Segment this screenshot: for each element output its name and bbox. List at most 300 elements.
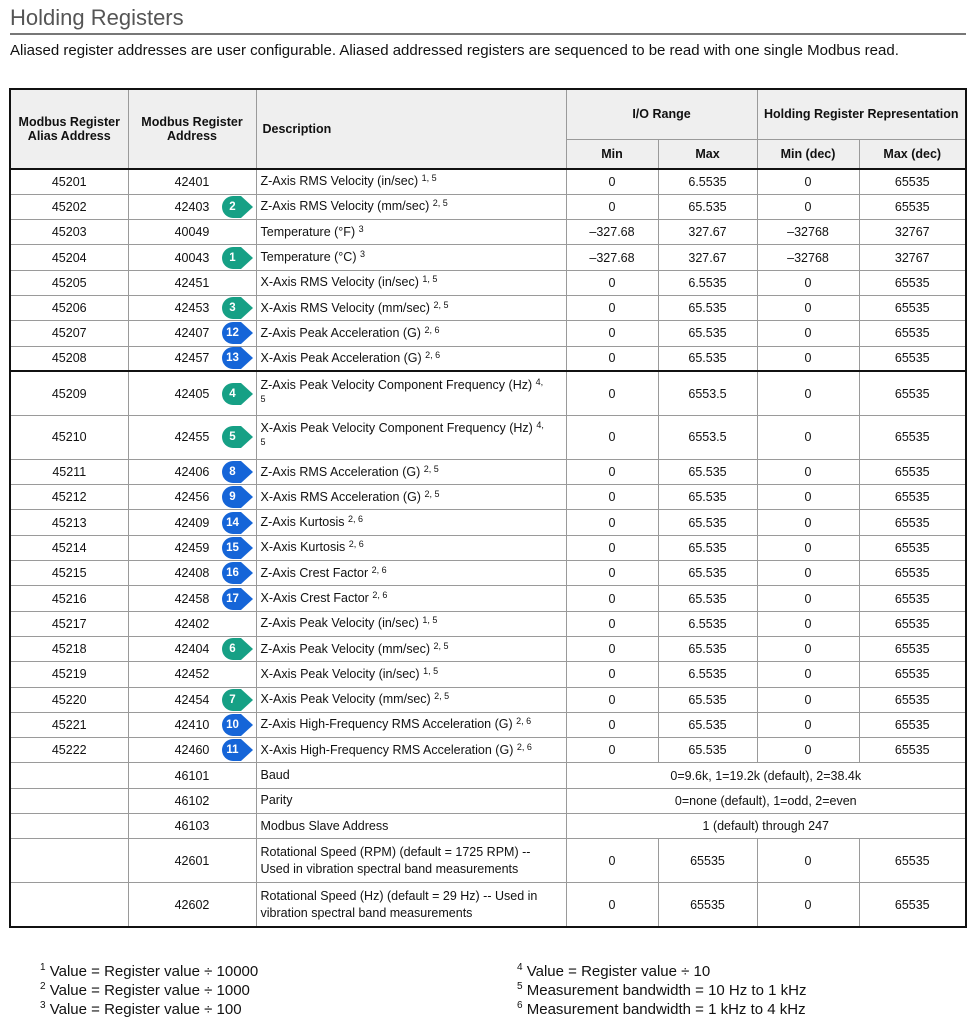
description-cell	[226, 346, 566, 371]
register-address-cell: 42456	[128, 485, 256, 510]
alias-address-cell	[10, 883, 128, 927]
holding-min-cell: 0	[757, 321, 859, 346]
holding-min-cell: –32768	[757, 220, 859, 245]
description-text: X-Axis RMS Velocity (mm/sec) $^{2, 5}$	[260, 299, 449, 315]
header-register-address: Modbus Register Address	[128, 89, 256, 169]
description-text: Rotational Speed (RPM) (default = 1725 RPM) -- Used in vibration spectral band measurements	[260, 844, 531, 876]
table-row	[10, 346, 966, 371]
holding-max-cell: 65535	[859, 415, 966, 459]
alias-address-cell: 45210	[10, 415, 128, 459]
register-address-cell: 42454	[128, 687, 256, 712]
register-address-cell: 42409	[128, 510, 256, 535]
description-text: X-Axis High-Frequency RMS Acceleration (G) $^{2, 6}$	[260, 741, 532, 757]
alias-address-cell: 45221	[10, 712, 128, 737]
table-row	[10, 687, 966, 712]
table-row	[10, 415, 966, 459]
alias-address-cell: 45219	[10, 662, 128, 687]
io-min-cell: –327.68	[566, 245, 658, 270]
register-address-cell: 42410	[128, 712, 256, 737]
footnote-ref: 2, 5	[423, 463, 439, 474]
description-text: X-Axis Peak Acceleration (G) $^{2, 6}$	[260, 349, 441, 365]
io-max-cell: 65.535	[658, 738, 757, 763]
footnote: $^6$ Measurement bandwidth = 1 kHz to 4 kHz	[517, 1000, 806, 1018]
io-max-cell: 6553.5	[658, 371, 757, 415]
description-cell	[226, 321, 566, 346]
io-max-cell: 327.67	[658, 220, 757, 245]
description-cell	[256, 220, 566, 245]
alias-address-cell	[10, 814, 128, 839]
table-row	[10, 270, 966, 295]
range-span-cell: 1 (default) through 247	[566, 814, 966, 839]
io-min-cell: 0	[566, 611, 658, 636]
table-row	[10, 220, 966, 245]
register-address-cell: 46101	[128, 763, 256, 788]
register-address-cell: 42401	[128, 169, 256, 194]
footnote-ref: 5	[260, 393, 266, 404]
io-max-cell: 65.535	[658, 295, 757, 320]
footnote-ref: 3	[358, 223, 364, 234]
holding-min-cell: 0	[757, 459, 859, 484]
io-max-cell: 65.535	[658, 510, 757, 535]
io-min-cell: 0	[566, 346, 658, 371]
table-body	[10, 169, 966, 927]
register-address-cell: 42404	[128, 636, 256, 661]
holding-min-cell: 0	[757, 371, 859, 415]
footnote-ref: 1, 5	[422, 274, 438, 285]
register-address-cell: 42408	[128, 561, 256, 586]
badge-number: 1	[229, 251, 236, 264]
description-text: Z-Axis RMS Velocity (in/sec) $^{1, 5}$	[260, 173, 437, 189]
holding-max-cell: 65535	[859, 561, 966, 586]
io-max-cell: 65.535	[658, 535, 757, 560]
footnote-number: 2	[40, 981, 46, 992]
alias-address-cell: 45222	[10, 738, 128, 763]
io-min-cell: 0	[566, 295, 658, 320]
footnotes-right	[517, 962, 806, 1019]
register-address-cell: 42460	[128, 738, 256, 763]
table-row	[10, 321, 966, 346]
io-min-cell: 0	[566, 485, 658, 510]
badge-marker	[222, 739, 254, 761]
holding-max-cell: 65535	[859, 346, 966, 371]
description-text: Baud	[260, 768, 290, 783]
holding-min-cell: 0	[757, 485, 859, 510]
io-max-cell: 65535	[658, 839, 757, 883]
alias-address-cell: 45215	[10, 561, 128, 586]
register-address-cell: 40049	[128, 220, 256, 245]
badge-number: 12	[226, 327, 239, 340]
description-text: X-Axis Kurtosis $^{2, 6}$	[260, 539, 364, 555]
io-max-cell: 65.535	[658, 459, 757, 484]
holding-min-cell: –32768	[757, 245, 859, 270]
holding-max-cell: 32767	[859, 220, 966, 245]
holding-max-cell: 65535	[859, 535, 966, 560]
description-text: X-Axis Crest Factor $^{2, 6}$	[260, 590, 388, 605]
header-alias-address: Modbus Register Alias Address	[10, 89, 128, 169]
holding-max-cell: 65535	[859, 611, 966, 636]
holding-max-cell: 65535	[859, 712, 966, 737]
description-cell	[229, 371, 566, 415]
alias-address-cell: 45220	[10, 687, 128, 712]
badge-number: 15	[226, 541, 239, 554]
io-max-cell: 65.535	[658, 561, 757, 586]
holding-min-cell: 0	[757, 270, 859, 295]
description-cell	[226, 510, 566, 535]
badge-number: 5	[229, 431, 236, 444]
badge-marker	[222, 689, 254, 711]
header-max-dec: Max (dec)	[859, 139, 966, 169]
register-address-cell: 46103	[128, 814, 256, 839]
io-max-cell: 6.5535	[658, 169, 757, 194]
range-span-cell: 0=9.6k, 1=19.2k (default), 2=38.4k	[566, 763, 966, 788]
alias-address-cell: 45212	[10, 485, 128, 510]
register-address-cell: 42455	[128, 415, 256, 459]
holding-max-cell: 32767	[859, 245, 966, 270]
badge-marker	[222, 512, 254, 534]
footnote-number: 4	[517, 962, 523, 973]
footnote-ref: 2, 6	[425, 349, 441, 360]
io-min-cell: 0	[566, 561, 658, 586]
table-row	[10, 839, 966, 883]
register-address-cell: 42405	[128, 371, 256, 415]
page-title: Holding Registers	[10, 5, 966, 35]
io-max-cell: 65.535	[658, 586, 757, 611]
badge-number: 14	[226, 516, 239, 529]
io-max-cell: 65.535	[658, 712, 757, 737]
io-min-cell: 0	[566, 883, 658, 927]
intro-paragraph: Aliased register addresses are user configurable. Aliased addressed registers are sequenced to be read with one single Modbus read.	[10, 42, 899, 59]
description-text: Z-Axis Kurtosis $^{2, 6}$	[260, 514, 364, 530]
holding-max-cell: 65535	[859, 586, 966, 611]
io-min-cell: 0	[566, 270, 658, 295]
footnote-ref: 3	[359, 249, 365, 260]
footnote-ref: 2, 6	[516, 741, 532, 752]
description-cell	[226, 738, 566, 763]
alias-address-cell: 45208	[10, 346, 128, 371]
badge-marker	[222, 562, 254, 584]
badge-marker	[222, 322, 254, 344]
badge-number: 9	[229, 491, 236, 504]
footnote-ref: 1, 5	[423, 665, 439, 676]
description-text: Z-Axis Peak Velocity (in/sec) $^{1, 5}$	[260, 615, 438, 631]
description-text: X-Axis RMS Velocity (in/sec) $^{1, 5}$	[260, 274, 438, 290]
header-max: Max	[658, 139, 757, 169]
register-address-cell: 42406	[128, 459, 256, 484]
description-text: X-Axis Peak Velocity (mm/sec) $^{2, 5}$	[260, 691, 450, 707]
holding-max-cell: 65535	[859, 510, 966, 535]
header-min: Min	[566, 139, 658, 169]
description-cell	[226, 586, 566, 611]
badge-marker	[222, 196, 254, 218]
holding-max-cell: 65535	[859, 371, 966, 415]
badge-marker	[222, 588, 254, 610]
footnote-ref: 1, 5	[421, 173, 437, 184]
holding-min-cell: 0	[757, 194, 859, 219]
alias-address-cell	[10, 839, 128, 883]
description-cell	[229, 687, 566, 712]
holding-min-cell: 0	[757, 611, 859, 636]
badge-marker	[222, 383, 254, 405]
footnote-number: 6	[517, 1000, 523, 1011]
footnote: $^5$ Measurement bandwidth = 10 Hz to 1 kHz	[517, 981, 807, 999]
holding-max-cell: 65535	[859, 485, 966, 510]
alias-address-cell: 45209	[10, 371, 128, 415]
description-cell	[256, 270, 566, 295]
io-max-cell: 6553.5	[658, 415, 757, 459]
io-max-cell: 65.535	[658, 636, 757, 661]
holding-min-cell: 0	[757, 883, 859, 927]
table-row	[10, 738, 966, 763]
table-row	[10, 586, 966, 611]
footnote-ref: 1, 5	[422, 615, 438, 626]
badge-number: 6	[229, 643, 236, 656]
table-row	[10, 662, 966, 687]
badge-number: 11	[226, 744, 239, 757]
description-text: Temperature (°C) $^3$	[260, 249, 365, 265]
holding-max-cell: 65535	[859, 687, 966, 712]
io-max-cell: 6.5535	[658, 611, 757, 636]
io-max-cell: 65.535	[658, 321, 757, 346]
register-address-cell: 42407	[128, 321, 256, 346]
footnote-number: 3	[40, 1000, 46, 1011]
description-cell	[226, 712, 566, 737]
badge-number: 4	[229, 387, 236, 400]
io-min-cell: 0	[566, 712, 658, 737]
footnote-ref: 4,	[536, 420, 544, 431]
table-row	[10, 371, 966, 415]
description-cell	[229, 245, 566, 270]
register-address-cell: 42403	[128, 194, 256, 219]
register-address-cell: 46102	[128, 788, 256, 813]
description-text: Temperature (°F) $^3$	[260, 223, 364, 239]
holding-min-cell: 0	[757, 535, 859, 560]
io-min-cell: 0	[566, 738, 658, 763]
io-max-cell: 6.5535	[658, 662, 757, 687]
register-address-cell: 42601	[128, 839, 256, 883]
description-text: X-Axis Peak Velocity Component Frequency (Hz) $^{4,}$ $^5$	[260, 420, 544, 448]
footnote: $^3$ Value = Register value ÷ 100	[40, 1000, 242, 1018]
footnote: $^1$ Value = Register value ÷ 10000	[40, 962, 259, 980]
holding-min-cell: 0	[757, 636, 859, 661]
badge-marker	[222, 297, 254, 319]
alias-address-cell: 45203	[10, 220, 128, 245]
footnote-ref: 2, 6	[348, 539, 364, 550]
table-row	[10, 194, 966, 219]
footnote: $^2$ Value = Register value ÷ 1000	[40, 981, 250, 999]
holding-min-cell: 0	[757, 295, 859, 320]
footnote-ref: 2, 6	[424, 324, 440, 335]
footnote-ref: 4,	[535, 376, 544, 387]
description-cell	[256, 814, 566, 839]
description-text: X-Axis Peak Velocity (in/sec) $^{1, 5}$	[260, 665, 439, 681]
description-text: Z-Axis Peak Acceleration (G) $^{2, 6}$	[260, 324, 440, 340]
badge-number: 10	[226, 718, 239, 731]
io-max-cell: 6.5535	[658, 270, 757, 295]
header-min-dec: Min (dec)	[757, 139, 859, 169]
badge-marker	[222, 486, 254, 508]
description-cell	[256, 763, 566, 788]
badge-marker	[222, 461, 254, 483]
alias-address-cell: 45204	[10, 245, 128, 270]
footnote-ref: 2, 6	[348, 514, 364, 525]
description-text: Parity	[260, 793, 293, 808]
table-header	[10, 89, 966, 169]
holding-max-cell: 65535	[859, 321, 966, 346]
badge-number: 7	[229, 693, 236, 706]
table-row	[10, 788, 966, 813]
holding-min-cell: 0	[757, 169, 859, 194]
io-min-cell: 0	[566, 415, 658, 459]
badge-marker	[222, 714, 254, 736]
io-min-cell: 0	[566, 321, 658, 346]
table-row	[10, 712, 966, 737]
description-cell	[229, 636, 566, 661]
badge-marker	[222, 638, 254, 660]
holding-max-cell: 65535	[859, 194, 966, 219]
io-min-cell: 0	[566, 586, 658, 611]
table-row	[10, 295, 966, 320]
alias-address-cell: 45206	[10, 295, 128, 320]
holding-min-cell: 0	[757, 561, 859, 586]
header-holding-representation: Holding Register Representation	[757, 89, 966, 139]
table-row	[10, 245, 966, 270]
alias-address-cell: 45218	[10, 636, 128, 661]
io-max-cell: 65.535	[658, 485, 757, 510]
holding-registers-table	[9, 88, 967, 928]
register-address-cell: 42459	[128, 535, 256, 560]
description-cell	[256, 662, 566, 687]
holding-max-cell: 65535	[859, 459, 966, 484]
io-min-cell: 0	[566, 662, 658, 687]
alias-address-cell: 45201	[10, 169, 128, 194]
io-min-cell: 0	[566, 371, 658, 415]
register-address-cell: 42453	[128, 295, 256, 320]
table-row	[10, 763, 966, 788]
holding-min-cell: 0	[757, 712, 859, 737]
description-cell	[226, 535, 566, 560]
footnote-ref: 2, 5	[432, 198, 448, 209]
description-cell	[229, 415, 566, 459]
badge-number: 17	[226, 592, 239, 605]
holding-min-cell: 0	[757, 415, 859, 459]
holding-max-cell: 65535	[859, 636, 966, 661]
alias-address-cell: 45211	[10, 459, 128, 484]
description-cell	[256, 611, 566, 636]
table-row	[10, 561, 966, 586]
io-max-cell: 65.535	[658, 687, 757, 712]
register-address-cell: 42457	[128, 346, 256, 371]
description-text: Z-Axis RMS Velocity (mm/sec) $^{2, 5}$	[260, 198, 448, 214]
footnote-number: 5	[517, 981, 523, 992]
badge-number: 13	[226, 352, 239, 365]
footnote-ref: 2, 5	[424, 488, 440, 499]
description-text: X-Axis RMS Acceleration (G) $^{2, 5}$	[260, 488, 440, 504]
description-text: Z-Axis Crest Factor $^{2, 6}$	[260, 564, 387, 580]
alias-address-cell: 45207	[10, 321, 128, 346]
alias-address-cell: 45214	[10, 535, 128, 560]
badge-number: 2	[229, 200, 236, 213]
holding-min-cell: 0	[757, 738, 859, 763]
header-io-range: I/O Range	[566, 89, 757, 139]
register-address-cell: 42458	[128, 586, 256, 611]
footnote-ref: 2, 5	[433, 299, 449, 310]
footnote-ref: 2, 6	[371, 564, 387, 575]
io-min-cell: 0	[566, 194, 658, 219]
footnote-number: 1	[40, 962, 46, 973]
description-cell	[229, 459, 566, 484]
description-cell	[226, 561, 566, 586]
footnote-ref: 2, 5	[434, 691, 450, 702]
holding-min-cell: 0	[757, 839, 859, 883]
description-text: Z-Axis RMS Acceleration (G) $^{2, 5}$	[260, 463, 439, 479]
badge-marker	[222, 247, 254, 269]
description-text: Z-Axis Peak Velocity Component Frequency (Hz) $^{4,}$ $^5$	[260, 376, 544, 404]
holding-max-cell: 65535	[859, 738, 966, 763]
register-address-cell: 42402	[128, 611, 256, 636]
register-address-cell: 40043	[128, 245, 256, 270]
alias-address-cell: 45202	[10, 194, 128, 219]
table-row	[10, 611, 966, 636]
alias-address-cell	[10, 763, 128, 788]
footnotes-left	[40, 962, 258, 1019]
badge-marker	[222, 347, 254, 369]
table-row	[10, 535, 966, 560]
table-row	[10, 485, 966, 510]
header-description: Description	[256, 89, 566, 169]
description-cell	[256, 169, 566, 194]
badge-marker	[222, 426, 254, 448]
alias-address-cell	[10, 788, 128, 813]
io-max-cell: 65.535	[658, 346, 757, 371]
table-row	[10, 883, 966, 927]
alias-address-cell: 45205	[10, 270, 128, 295]
badge-number: 16	[226, 567, 239, 580]
alias-address-cell: 45217	[10, 611, 128, 636]
description-cell	[256, 839, 566, 883]
description-text: Z-Axis High-Frequency RMS Acceleration (G) $^{2, 6}$	[260, 716, 532, 732]
badge-marker	[222, 537, 254, 559]
table-row	[10, 814, 966, 839]
description-cell	[229, 485, 566, 510]
io-min-cell: 0	[566, 169, 658, 194]
holding-max-cell: 65535	[859, 662, 966, 687]
badge-number: 3	[229, 302, 236, 315]
holding-max-cell: 65535	[859, 839, 966, 883]
footnote-ref: 5	[260, 437, 266, 448]
io-max-cell: 65.535	[658, 194, 757, 219]
io-min-cell: 0	[566, 687, 658, 712]
description-cell	[229, 295, 566, 320]
description-text: Rotational Speed (Hz) (default = 29 Hz) -- Used in vibration spectral band measurements	[260, 888, 538, 920]
holding-min-cell: 0	[757, 510, 859, 535]
holding-max-cell: 65535	[859, 270, 966, 295]
io-min-cell: 0	[566, 636, 658, 661]
badge-number: 8	[229, 466, 236, 479]
holding-min-cell: 0	[757, 662, 859, 687]
footnote: $^4$ Value = Register value ÷ 10	[517, 962, 711, 980]
description-text: Z-Axis Peak Velocity (mm/sec) $^{2, 5}$	[260, 640, 449, 656]
table-row	[10, 169, 966, 194]
table-row	[10, 636, 966, 661]
description-text: Modbus Slave Address	[260, 818, 389, 833]
range-span-cell: 0=none (default), 1=odd, 2=even	[566, 788, 966, 813]
io-max-cell: 327.67	[658, 245, 757, 270]
io-min-cell: 0	[566, 510, 658, 535]
io-min-cell: –327.68	[566, 220, 658, 245]
footnote-ref: 2, 5	[433, 640, 449, 651]
holding-min-cell: 0	[757, 346, 859, 371]
description-cell	[256, 788, 566, 813]
